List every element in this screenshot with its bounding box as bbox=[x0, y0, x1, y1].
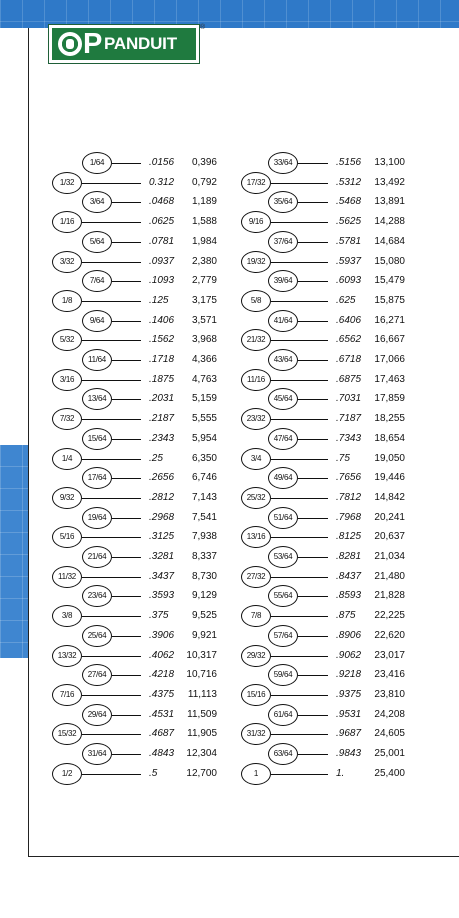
fraction-circle: 29/32 bbox=[241, 645, 271, 667]
leader-line bbox=[82, 301, 141, 302]
millimeter-value: 5,159 bbox=[191, 393, 217, 404]
decimal-value: .0781 bbox=[149, 236, 175, 247]
leader-line bbox=[112, 715, 141, 716]
fraction-circle: 13/32 bbox=[52, 645, 82, 667]
leader-line bbox=[112, 675, 141, 676]
fraction-circle: 61/64 bbox=[268, 704, 298, 726]
fraction-circle: 31/32 bbox=[241, 723, 271, 745]
fraction-circle: 7/32 bbox=[52, 408, 82, 430]
decimal-value: .625 bbox=[336, 295, 356, 306]
decimal-value: 0.312 bbox=[149, 177, 175, 188]
fraction-circle: 25/32 bbox=[241, 487, 271, 509]
decimal-value: .0937 bbox=[149, 256, 175, 267]
leader-line bbox=[112, 163, 141, 164]
fraction-circle: 29/64 bbox=[82, 704, 112, 726]
millimeter-value: 14,842 bbox=[374, 492, 405, 503]
leader-line bbox=[112, 478, 141, 479]
millimeter-value: 18,255 bbox=[374, 413, 405, 424]
millimeter-value: 10,317 bbox=[186, 650, 217, 661]
logo-p-glyph: P bbox=[83, 28, 103, 60]
fraction-circle: 3/4 bbox=[241, 448, 271, 470]
decimal-value: .8437 bbox=[336, 571, 362, 582]
millimeter-value: 0,396 bbox=[191, 157, 217, 168]
decimal-value: .8906 bbox=[336, 630, 362, 641]
fraction-circle: 39/64 bbox=[268, 270, 298, 292]
globe-icon bbox=[58, 32, 82, 56]
fraction-circle: 7/16 bbox=[52, 684, 82, 706]
fraction-circle: 1/8 bbox=[52, 290, 82, 312]
decimal-value: .6875 bbox=[336, 374, 362, 385]
leader-line bbox=[82, 774, 141, 775]
millimeter-value: 22,620 bbox=[374, 630, 405, 641]
leader-line bbox=[271, 774, 328, 775]
leader-line bbox=[112, 596, 141, 597]
leader-line bbox=[112, 202, 141, 203]
leader-line bbox=[298, 202, 328, 203]
fraction-circle: 11/64 bbox=[82, 349, 112, 371]
leader-line bbox=[112, 636, 141, 637]
decimal-value: .7343 bbox=[336, 433, 362, 444]
millimeter-value: 21,034 bbox=[374, 551, 405, 562]
decimal-value: .25 bbox=[149, 453, 163, 464]
millimeter-value: 2,380 bbox=[191, 256, 217, 267]
leader-line bbox=[298, 439, 328, 440]
leader-line bbox=[271, 616, 328, 617]
leader-line bbox=[82, 183, 141, 184]
leader-line bbox=[112, 360, 141, 361]
millimeter-value: 13,492 bbox=[374, 177, 405, 188]
decimal-value: .9062 bbox=[336, 650, 362, 661]
decimal-value: .6406 bbox=[336, 315, 362, 326]
fraction-circle: 1/2 bbox=[52, 763, 82, 785]
millimeter-value: 4,763 bbox=[191, 374, 217, 385]
leader-line bbox=[82, 695, 141, 696]
leader-line bbox=[82, 616, 141, 617]
fraction-circle: 41/64 bbox=[268, 310, 298, 332]
decimal-value: .125 bbox=[149, 295, 169, 306]
fraction-circle: 21/64 bbox=[82, 546, 112, 568]
decimal-value: .7031 bbox=[336, 393, 362, 404]
fraction-circle: 9/16 bbox=[241, 211, 271, 233]
leader-line bbox=[112, 281, 141, 282]
leader-line bbox=[271, 695, 328, 696]
millimeter-value: 3,571 bbox=[191, 315, 217, 326]
millimeter-value: 20,241 bbox=[374, 512, 405, 523]
fraction-circle: 5/32 bbox=[52, 329, 82, 351]
leader-line bbox=[298, 715, 328, 716]
millimeter-value: 12,700 bbox=[186, 768, 217, 779]
leader-line bbox=[298, 518, 328, 519]
leader-line bbox=[271, 340, 328, 341]
leader-line bbox=[82, 577, 141, 578]
fraction-circle: 25/64 bbox=[82, 625, 112, 647]
decimal-value: .0625 bbox=[149, 216, 175, 227]
fraction-circle: 19/64 bbox=[82, 507, 112, 529]
decimal-value: .5781 bbox=[336, 236, 362, 247]
fraction-circle: 63/64 bbox=[268, 743, 298, 765]
millimeter-value: 4,366 bbox=[191, 354, 217, 365]
decimal-value: .6093 bbox=[336, 275, 362, 286]
millimeter-value: 7,541 bbox=[191, 512, 217, 523]
leader-line bbox=[298, 596, 328, 597]
leader-line bbox=[112, 439, 141, 440]
decimal-value: .5156 bbox=[336, 157, 362, 168]
leader-line bbox=[82, 656, 141, 657]
millimeter-value: 17,859 bbox=[374, 393, 405, 404]
leader-line bbox=[271, 262, 328, 263]
leader-line bbox=[271, 734, 328, 735]
decimal-value: .7812 bbox=[336, 492, 362, 503]
fraction-circle: 59/64 bbox=[268, 664, 298, 686]
fraction-circle: 1/4 bbox=[52, 448, 82, 470]
leader-line bbox=[271, 419, 328, 420]
fraction-circle: 11/32 bbox=[52, 566, 82, 588]
fraction-circle: 53/64 bbox=[268, 546, 298, 568]
millimeter-value: 13,891 bbox=[374, 196, 405, 207]
logo-green-box bbox=[52, 28, 196, 60]
fraction-circle: 43/64 bbox=[268, 349, 298, 371]
millimeter-value: 10,716 bbox=[186, 669, 217, 680]
fraction-circle: 35/64 bbox=[268, 191, 298, 213]
leader-line bbox=[298, 281, 328, 282]
decimal-value: .9843 bbox=[336, 748, 362, 759]
fraction-circle: 27/32 bbox=[241, 566, 271, 588]
fraction-circle: 57/64 bbox=[268, 625, 298, 647]
millimeter-value: 16,667 bbox=[374, 334, 405, 345]
millimeter-value: 19,050 bbox=[374, 453, 405, 464]
fraction-circle: 31/64 bbox=[82, 743, 112, 765]
millimeter-value: 7,938 bbox=[191, 531, 217, 542]
millimeter-value: 15,875 bbox=[374, 295, 405, 306]
millimeter-value: 7,143 bbox=[191, 492, 217, 503]
decimal-value: .1718 bbox=[149, 354, 175, 365]
decimal-value: .9375 bbox=[336, 689, 362, 700]
leader-line bbox=[82, 340, 141, 341]
decimal-value: .3593 bbox=[149, 590, 175, 601]
leader-line bbox=[271, 183, 328, 184]
decimal-value: .5 bbox=[149, 768, 158, 779]
millimeter-value: 5,954 bbox=[191, 433, 217, 444]
decimal-value: 1. bbox=[336, 768, 345, 779]
millimeter-value: 21,480 bbox=[374, 571, 405, 582]
fraction-circle: 3/16 bbox=[52, 369, 82, 391]
decimal-value: .6562 bbox=[336, 334, 362, 345]
leader-line bbox=[298, 321, 328, 322]
fraction-circle: 15/16 bbox=[241, 684, 271, 706]
fraction-circle: 55/64 bbox=[268, 585, 298, 607]
leader-line bbox=[298, 163, 328, 164]
decimal-value: .8281 bbox=[336, 551, 362, 562]
decimal-value: .3906 bbox=[149, 630, 175, 641]
millimeter-value: 1,984 bbox=[191, 236, 217, 247]
millimeter-value: 2,779 bbox=[191, 275, 217, 286]
leader-line bbox=[298, 754, 328, 755]
fraction-circle: 23/64 bbox=[82, 585, 112, 607]
logo-wordmark: PANDUIT bbox=[104, 34, 177, 53]
fraction-circle: 21/32 bbox=[241, 329, 271, 351]
millimeter-value: 9,129 bbox=[191, 590, 217, 601]
leader-line bbox=[271, 301, 328, 302]
leader-line bbox=[82, 222, 141, 223]
millimeter-value: 0,792 bbox=[191, 177, 217, 188]
leader-line bbox=[112, 242, 141, 243]
decimal-value: .1875 bbox=[149, 374, 175, 385]
leader-line bbox=[112, 399, 141, 400]
decimal-value: .5468 bbox=[336, 196, 362, 207]
millimeter-value: 23,416 bbox=[374, 669, 405, 680]
millimeter-value: 14,288 bbox=[374, 216, 405, 227]
fraction-circle: 1 bbox=[241, 763, 271, 785]
decimal-value: .4531 bbox=[149, 709, 175, 720]
decimal-value: .4062 bbox=[149, 650, 175, 661]
leader-line bbox=[112, 518, 141, 519]
millimeter-value: 12,304 bbox=[186, 748, 217, 759]
millimeter-value: 20,637 bbox=[374, 531, 405, 542]
decimal-value: .7656 bbox=[336, 472, 362, 483]
leader-line bbox=[298, 675, 328, 676]
millimeter-value: 11,113 bbox=[187, 689, 217, 700]
millimeter-value: 25,400 bbox=[374, 768, 405, 779]
decimal-value: .9218 bbox=[336, 669, 362, 680]
fraction-circle: 1/64 bbox=[82, 152, 112, 174]
millimeter-value: 1,588 bbox=[191, 216, 217, 227]
decimal-value: .3281 bbox=[149, 551, 175, 562]
millimeter-value: 5,555 bbox=[191, 413, 217, 424]
decimal-value: .2968 bbox=[149, 512, 175, 523]
millimeter-value: 6,746 bbox=[191, 472, 217, 483]
millimeter-value: 17,066 bbox=[374, 354, 405, 365]
fraction-circle: 9/64 bbox=[82, 310, 112, 332]
decimal-value: .9531 bbox=[336, 709, 362, 720]
decimal-value: .4218 bbox=[149, 669, 175, 680]
millimeter-value: 11,905 bbox=[187, 728, 217, 739]
millimeter-value: 8,730 bbox=[191, 571, 217, 582]
millimeter-value: 9,921 bbox=[191, 630, 217, 641]
fraction-circle: 7/8 bbox=[241, 605, 271, 627]
millimeter-value: 3,175 bbox=[191, 295, 217, 306]
decimal-value: .1406 bbox=[149, 315, 175, 326]
decimal-value: .5937 bbox=[336, 256, 362, 267]
millimeter-value: 19,446 bbox=[374, 472, 405, 483]
fraction-circle: 3/32 bbox=[52, 251, 82, 273]
decimal-value: .9687 bbox=[336, 728, 362, 739]
fraction-circle: 19/32 bbox=[241, 251, 271, 273]
panduit-logo bbox=[48, 24, 200, 64]
decimal-value: .2656 bbox=[149, 472, 175, 483]
fraction-circle: 49/64 bbox=[268, 467, 298, 489]
decimal-value: .375 bbox=[149, 610, 169, 621]
decimal-value: .4375 bbox=[149, 689, 175, 700]
decimal-value: .7187 bbox=[336, 413, 362, 424]
millimeter-value: 6,350 bbox=[191, 453, 217, 464]
millimeter-value: 13,100 bbox=[374, 157, 405, 168]
decimal-value: .2343 bbox=[149, 433, 175, 444]
leader-line bbox=[271, 537, 328, 538]
leader-line bbox=[82, 734, 141, 735]
leader-line bbox=[82, 419, 141, 420]
fraction-circle: 3/64 bbox=[82, 191, 112, 213]
fraction-circle: 1/32 bbox=[52, 172, 82, 194]
millimeter-value: 15,080 bbox=[374, 256, 405, 267]
fraction-circle: 45/64 bbox=[268, 388, 298, 410]
fraction-circle: 51/64 bbox=[268, 507, 298, 529]
decimal-value: .75 bbox=[336, 453, 350, 464]
leader-line bbox=[271, 222, 328, 223]
leader-line bbox=[82, 262, 141, 263]
leader-line bbox=[82, 380, 141, 381]
millimeter-value: 16,271 bbox=[374, 315, 405, 326]
leader-line bbox=[271, 459, 328, 460]
decimal-value: .1093 bbox=[149, 275, 175, 286]
decimal-value: .3125 bbox=[149, 531, 175, 542]
leader-line bbox=[298, 636, 328, 637]
fraction-circle: 47/64 bbox=[268, 428, 298, 450]
millimeter-value: 14,684 bbox=[374, 236, 405, 247]
millimeter-value: 23,810 bbox=[374, 689, 405, 700]
fraction-circle: 15/32 bbox=[52, 723, 82, 745]
decimal-value: .1562 bbox=[149, 334, 175, 345]
millimeter-value: 17,463 bbox=[374, 374, 405, 385]
fraction-circle: 15/64 bbox=[82, 428, 112, 450]
fraction-circle: 33/64 bbox=[268, 152, 298, 174]
leader-line bbox=[271, 577, 328, 578]
registered-mark: ® bbox=[200, 24, 206, 31]
fraction-circle: 9/32 bbox=[52, 487, 82, 509]
leader-line bbox=[271, 380, 328, 381]
leader-line bbox=[298, 557, 328, 558]
decimal-value: .0156 bbox=[149, 157, 175, 168]
decimal-value: .8593 bbox=[336, 590, 362, 601]
millimeter-value: 21,828 bbox=[374, 590, 405, 601]
fraction-circle: 3/8 bbox=[52, 605, 82, 627]
millimeter-value: 24,208 bbox=[374, 709, 405, 720]
millimeter-value: 1,189 bbox=[191, 196, 217, 207]
leader-line bbox=[82, 459, 141, 460]
fraction-circle: 37/64 bbox=[268, 231, 298, 253]
decimal-value: .5312 bbox=[336, 177, 362, 188]
fraction-circle: 17/64 bbox=[82, 467, 112, 489]
decimal-value: .2031 bbox=[149, 393, 175, 404]
leader-line bbox=[298, 242, 328, 243]
leader-line bbox=[112, 557, 141, 558]
decimal-value: .7968 bbox=[336, 512, 362, 523]
leader-line bbox=[271, 656, 328, 657]
fraction-circle: 5/64 bbox=[82, 231, 112, 253]
decimal-value: .3437 bbox=[149, 571, 175, 582]
fraction-circle: 13/16 bbox=[241, 526, 271, 548]
decimal-value: .5625 bbox=[336, 216, 362, 227]
leader-line bbox=[298, 478, 328, 479]
fraction-circle: 13/64 bbox=[82, 388, 112, 410]
decimal-value: .875 bbox=[336, 610, 356, 621]
millimeter-value: 18,654 bbox=[374, 433, 405, 444]
millimeter-value: 25,001 bbox=[374, 748, 405, 759]
fraction-circle: 5/8 bbox=[241, 290, 271, 312]
decimal-value: .6718 bbox=[336, 354, 362, 365]
millimeter-value: 3,968 bbox=[191, 334, 217, 345]
fraction-circle: 27/64 bbox=[82, 664, 112, 686]
decimal-value: .4843 bbox=[149, 748, 175, 759]
leader-line bbox=[112, 754, 141, 755]
leader-line bbox=[298, 360, 328, 361]
decimal-value: .8125 bbox=[336, 531, 362, 542]
fraction-circle: 23/32 bbox=[241, 408, 271, 430]
fraction-circle: 1/16 bbox=[52, 211, 82, 233]
millimeter-value: 23,017 bbox=[374, 650, 405, 661]
fraction-circle: 11/16 bbox=[241, 369, 271, 391]
millimeter-value: 22,225 bbox=[374, 610, 405, 621]
leader-line bbox=[112, 321, 141, 322]
leader-line bbox=[82, 498, 141, 499]
leader-line bbox=[82, 537, 141, 538]
leader-line bbox=[271, 498, 328, 499]
millimeter-value: 15,479 bbox=[374, 275, 405, 286]
millimeter-value: 8,337 bbox=[191, 551, 217, 562]
millimeter-value: 11,509 bbox=[187, 709, 217, 720]
fraction-circle: 17/32 bbox=[241, 172, 271, 194]
millimeter-value: 9,525 bbox=[191, 610, 217, 621]
fraction-circle: 5/16 bbox=[52, 526, 82, 548]
leader-line bbox=[298, 399, 328, 400]
decimal-value: .0468 bbox=[149, 196, 175, 207]
fraction-circle: 7/64 bbox=[82, 270, 112, 292]
decimal-value: .2812 bbox=[149, 492, 175, 503]
millimeter-value: 24,605 bbox=[374, 728, 405, 739]
decimal-value: .4687 bbox=[149, 728, 175, 739]
decimal-value: .2187 bbox=[149, 413, 175, 424]
